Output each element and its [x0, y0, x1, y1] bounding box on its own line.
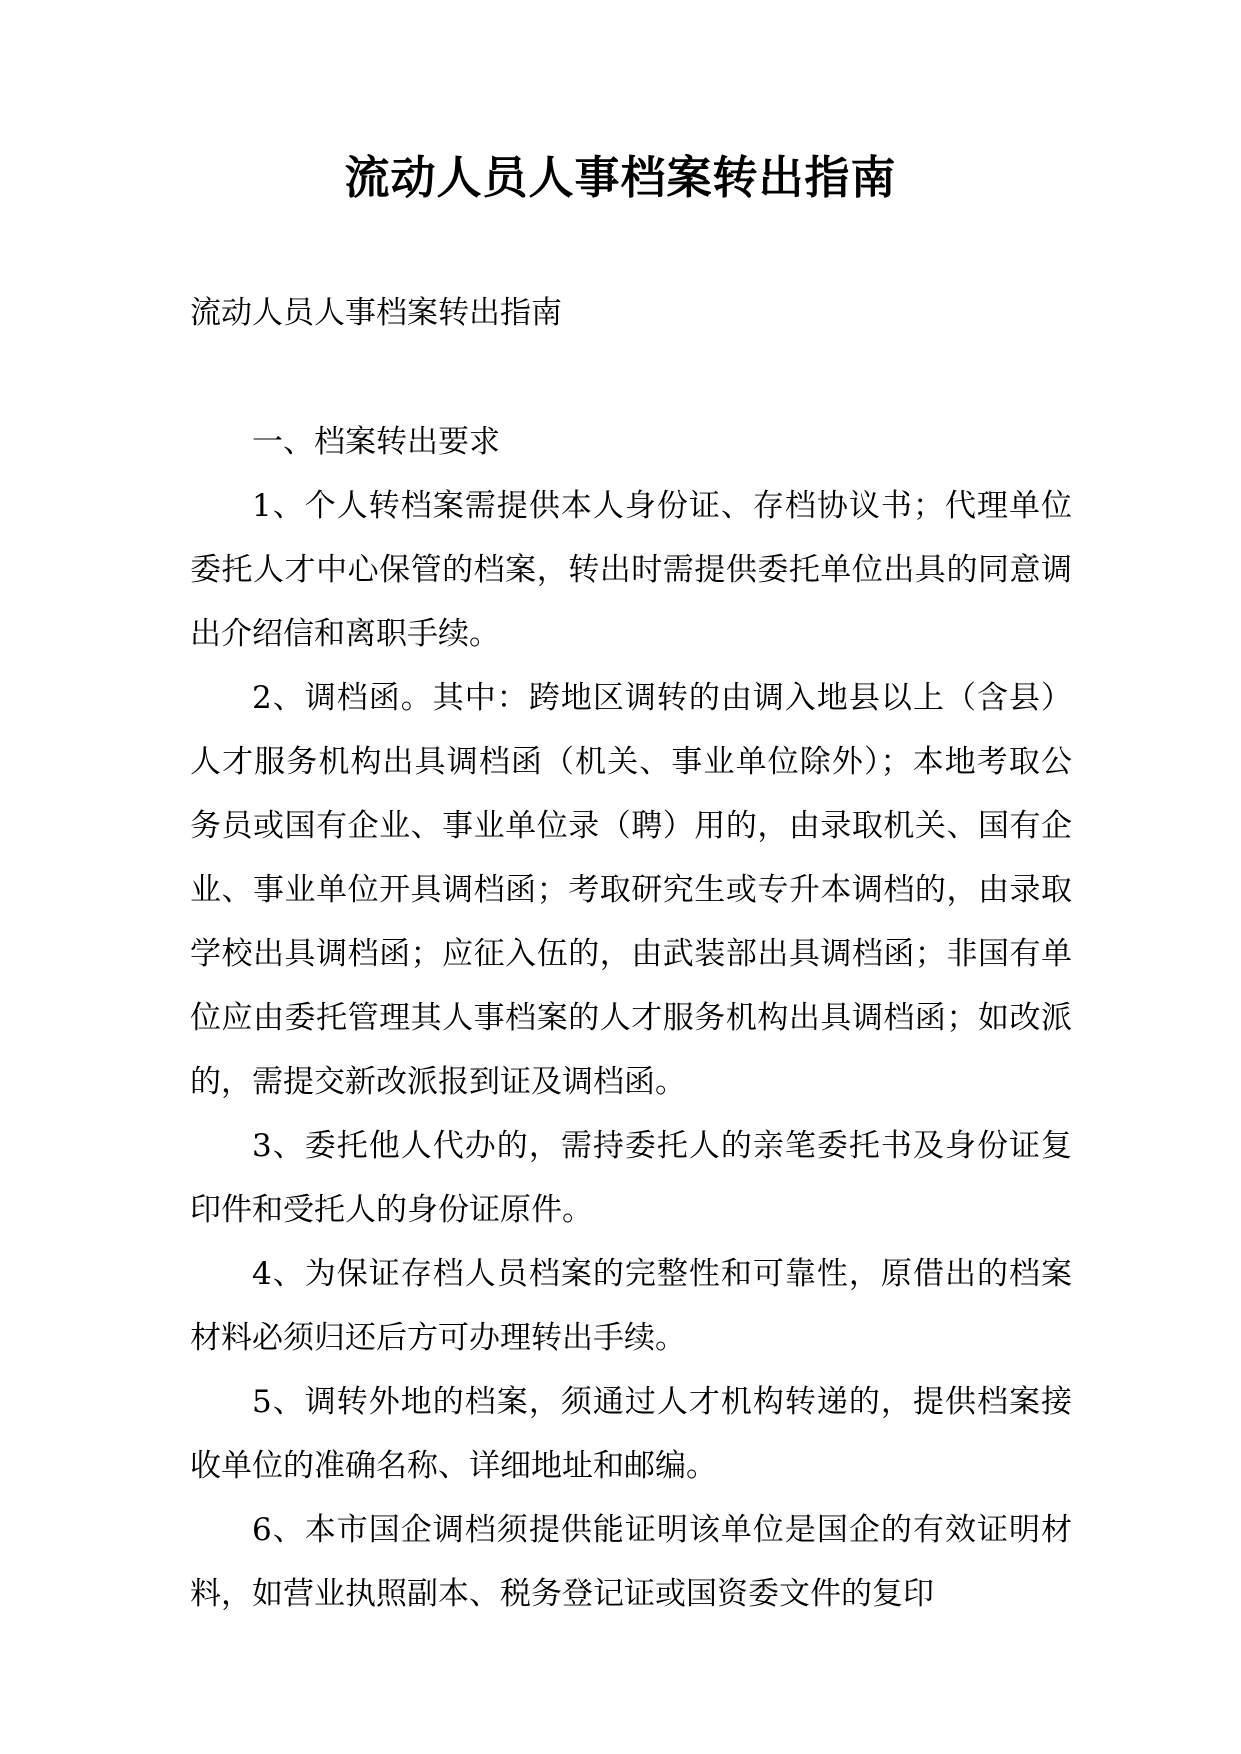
- document-subtitle: 流动人员人事档案转出指南: [190, 295, 562, 331]
- paragraph-3: 3、委托他人代办的，需持委托人的亲笔委托书及身份证复印件和受托人的身份证原件。: [190, 1128, 1072, 1228]
- paragraph-6: 6、本市国企调档须提供能证明该单位是国企的有效证明材料，如营业执照副本、税务登记证或国资委文件的复印: [190, 1512, 1072, 1612]
- section-heading: 一、档案转出要求: [252, 424, 500, 460]
- document-body: [190, 410, 1072, 1626]
- paragraph-5: 5、调转外地的档案，须通过人才机构转递的，提供档案接收单位的准确名称、详细地址和邮编。: [190, 1384, 1072, 1484]
- paragraph-1: 1、个人转档案需提供本人身份证、存档协议书；代理单位委托人才中心保管的档案，转出时需提供委托单位出具的同意调出介绍信和离职手续。: [190, 488, 1072, 652]
- paragraph-4: 4、为保证存档人员档案的完整性和可靠性，原借出的档案材料必须归还后方可办理转出手续。: [190, 1256, 1072, 1356]
- document-title: 流动人员人事档案转出指南: [344, 151, 897, 204]
- paragraph-2: 2、调档函。其中：跨地区调转的由调入地县以上（含县）人才服务机构出具调档函（机关、事业单位除外）；本地考取公务员或国有企业、事业单位录（聘）用的，由录取机关、国有企业、事业单位开具调档函；考取研究生或专升本调档的，由录取学校出具调档函；应征入伍的，由武装部出具调档函；非国有单位应由委托管理其人事档案的人才服务机构出具调档函；如改派的，需提交新改派报到证及调档函。: [190, 680, 1072, 1100]
